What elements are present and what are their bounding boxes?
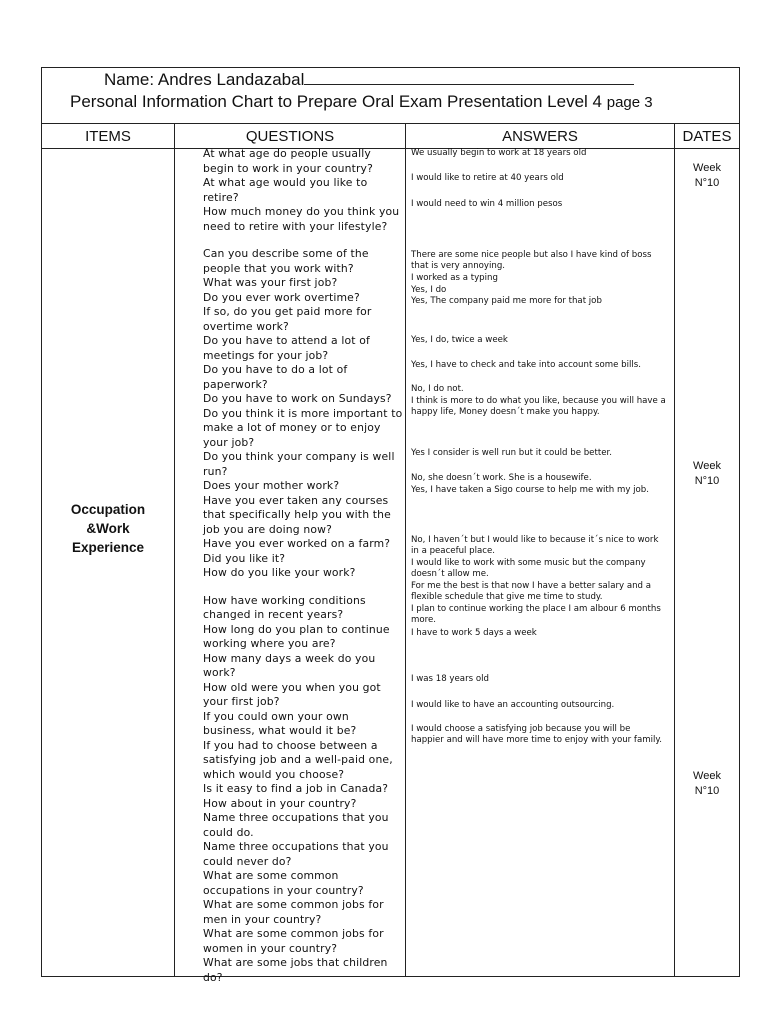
question: Do you have to do a lot of paperwork? [203,363,348,391]
question: If you could own your own business, what would it be? [203,709,357,737]
question: How many days a week do you work? [203,651,376,679]
answer: No, I do not. [411,384,464,394]
item-label-line: Occupation [70,502,146,517]
page-number: page 3 [606,94,653,111]
document-title-line [70,92,653,112]
answer: I have to work 5 days a week [411,628,537,638]
question: How long do you plan to continue working where you are? [203,622,390,650]
answer: Yes I consider is well run but it could be better. [411,448,612,458]
answer: Yes, I do, twice a week [411,335,508,345]
chart-sheet [41,67,740,984]
answer: Yes, The company paid me more for that job [411,296,602,306]
question-gap [203,234,403,247]
answer: I think is more to do what you like, because you will have a happy life, Money doesn´t make you happy. [411,396,666,418]
question: If you had to choose between a satisfying job and a well-paid one, which would you choose? [203,738,393,781]
question: How have working conditions changed in recent years? [203,593,366,621]
question: What was your first job? [203,276,338,289]
question: Is it easy to find a job in Canada? [203,782,389,795]
column-divider-answers [674,124,675,976]
answer: I would like to retire at 40 years old [411,173,564,183]
answer: I plan to continue working the place I am albour 6 months more. [411,604,661,626]
item-label-line: &Work [86,521,130,536]
question: What are some common occupations in your country? [203,869,364,897]
student-name-line [104,70,634,90]
date-week-label: Week [693,162,721,174]
question-gap [203,581,403,594]
column-header-questions: QUESTIONS [245,128,335,145]
question: Do you think your company is well run? [203,450,395,478]
answer: No, I haven´t but I would like to because it´s nice to work in a peaceful place. [411,535,659,557]
column-header-answers: ANSWERS [502,128,578,145]
answer: I would like to have an accounting outsourcing. [411,700,615,710]
question: If so, do you get paid more for overtime work? [203,305,372,333]
question: Do you have to work on Sundays? [203,392,392,405]
column-header-items: ITEMS [85,128,131,145]
document-title: Personal Information Chart to Prepare Oral Exam Presentation Level 4 [70,92,602,111]
question: Name three occupations that you could do. [203,811,389,839]
date-week-number: N°10 [694,785,720,797]
document-header [42,68,739,124]
date-week-label: Week [693,770,721,782]
answer: I worked as a typing [411,273,498,283]
question: What are some jobs that children do? [203,956,388,984]
answer: Yes, I do [411,285,447,295]
answer: I would like to work with some music but the company doesn´t allow me. [411,558,646,580]
date-week-number: N°10 [694,475,720,487]
question: Have you ever worked on a farm? [203,537,391,550]
question: Name three occupations that you could never do? [203,840,389,868]
name-underline [304,70,634,85]
question: How old were you when you got your first job? [203,680,381,708]
question: Do you ever work overtime? [203,290,360,304]
question: Do you think it is more important to make a lot of money or to enjoy your job? [203,406,403,449]
date-entry [675,161,739,191]
answer: We usually begin to work at 18 years old [411,148,587,158]
answer: I was 18 years old [411,674,489,684]
answer: Yes, I have taken a Sigo course to help me with my job. [411,485,649,495]
question: Do you have to attend a lot of meetings for your job? [203,334,370,362]
item-label [42,500,174,557]
date-entry [675,769,739,799]
question: At what age would you like to retire? [203,176,368,204]
column-divider-questions [405,124,406,976]
question: How much money do you think you need to retire with your lifestyle? [203,205,400,233]
question: Did you like it? [203,551,286,565]
answer: There are some nice people but also I have kind of boss that is very annoying. [411,250,652,272]
answer: No, she doesn´t work. She is a housewife. [411,473,592,483]
question: At what age do people usually begin to work in your country? [203,147,373,175]
date-week-number: N°10 [694,177,720,189]
question: What are some common jobs for women in your country? [203,927,384,955]
question: Can you describe some of the people that you work with? [203,247,369,275]
question: Does your mother work? [203,479,340,492]
question: How do you like your work? [203,566,356,579]
item-label-line: Experience [71,540,145,555]
questions-list [203,147,403,985]
answer: I would need to win 4 million pesos [411,199,563,209]
answer: For me the best is that now I have a better salary and a flexible schedule that give me time to study. [411,581,651,603]
date-week-label: Week [693,460,721,472]
question: What are some common jobs for men in your country? [203,898,384,926]
answer: I would choose a satisfying job because you will be happier and will have more time to enjoy with your family. [411,724,662,746]
column-header-dates: DATES [682,128,732,145]
answer: Yes, I have to check and take into account some bills. [411,360,642,370]
date-entry [675,459,739,489]
question: How about in your country? [203,796,357,810]
column-divider-items [174,124,175,976]
question: Have you ever taken any courses that specifically help you with the job you are doing now? [203,493,391,536]
student-name: Name: Andres Landazabal [104,70,305,89]
